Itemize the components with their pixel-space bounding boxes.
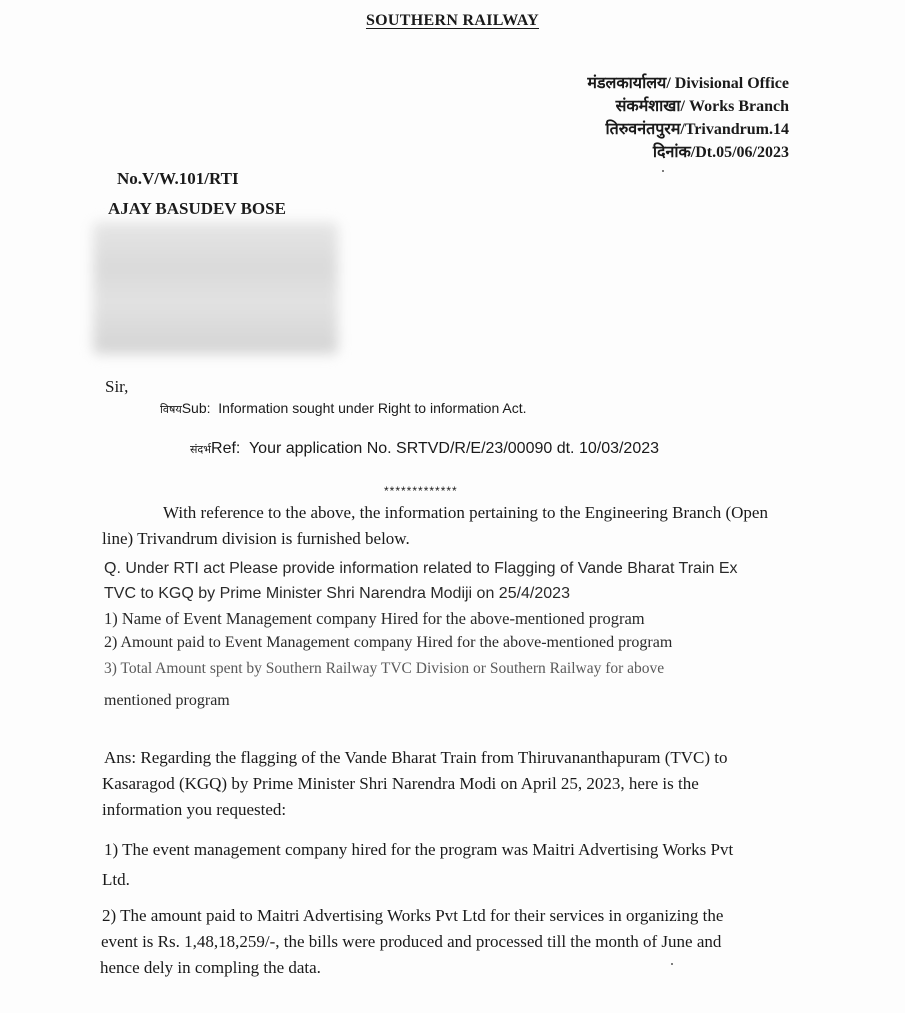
answer-item-1-line-2: Ltd. (102, 870, 130, 889)
answer-intro-1: Ans: Regarding the flagging of the Vande Bharat Train from Thiruvananthapuram (TVC) to (104, 748, 728, 767)
question-item-3: 3) Total Amount spent by Southern Railway TVC Division or Southern Railway for above (104, 660, 665, 677)
date-line: दिनांक/Dt.05/06/2023 (652, 144, 789, 161)
answer-item-1-line-1: 1) The event management company hired for the program was Maitri Advertising Works Pvt (104, 840, 734, 859)
reference-label: Ref: (211, 440, 241, 457)
letterhead-title (0, 12, 905, 30)
office-line: मंडलकार्यालय/ Divisional Office (587, 75, 789, 92)
answer-intro-2: Kasaragod (KGQ) by Prime Minister Shri Narendra Modi on April 25, 2023, here is the (102, 774, 699, 793)
reference-label-hindi: संदर्भ (190, 443, 212, 456)
subject-label: Sub: (181, 400, 211, 416)
answer-intro-3: information you requested: (102, 800, 287, 819)
question-item-2: 2) Amount paid to Event Management company Hired for the above-mentioned program (104, 634, 673, 651)
answer-item-2-line-1: 2) The amount paid to Maitri Advertising Works Pvt Ltd for their services in organizing the (102, 906, 724, 925)
branch-line: संकर्मशाखा/ Works Branch (615, 98, 789, 115)
speck-mark-lower (671, 963, 673, 965)
question-item-1: 1) Name of Event Management company Hired for the above-mentioned program (104, 609, 645, 628)
salutation: Sir, (105, 377, 129, 396)
intro-line-2: line) Trivandrum division is furnished below. (102, 529, 410, 548)
intro-line-1: With reference to the above, the information pertaining to the Engineering Branch (Open (163, 503, 768, 522)
reference-text: Your application No. SRTVD/R/E/23/00090 dt. 10/03/2023 (248, 440, 660, 457)
question-line-1: Q. Under RTI act Please provide information related to Flagging of Vande Bharat Train Ex (104, 560, 738, 577)
city-line: तिरुवनंतपुरम/Trivandrum.14 (605, 121, 789, 138)
question-item-3-cont: mentioned program (104, 692, 230, 709)
answer-item-2-line-2: event is Rs. 1,48,18,259/-, the bills were produced and processed till the month of June and (101, 932, 722, 951)
subject-text: Information sought under Right to information Act. (218, 400, 527, 416)
subject-label-hindi: विषय (160, 403, 182, 416)
reference-number: No.V/W.101/RTI (117, 169, 239, 188)
separator-stars: ************* (384, 484, 458, 498)
question-line-2: TVC to KGQ by Prime Minister Shri Narendra Modiji on 25/4/2023 (104, 585, 570, 602)
subject-line (160, 400, 526, 417)
redacted-address-block (93, 222, 338, 354)
reference-line (190, 440, 659, 458)
answer-item-2-line-3: hence dely in compling the data. (100, 958, 321, 977)
speck-mark (662, 170, 664, 172)
addressee-name: AJAY BASUDEV BOSE (108, 199, 286, 218)
organization-name: SOUTHERN RAILWAY (365, 12, 539, 29)
